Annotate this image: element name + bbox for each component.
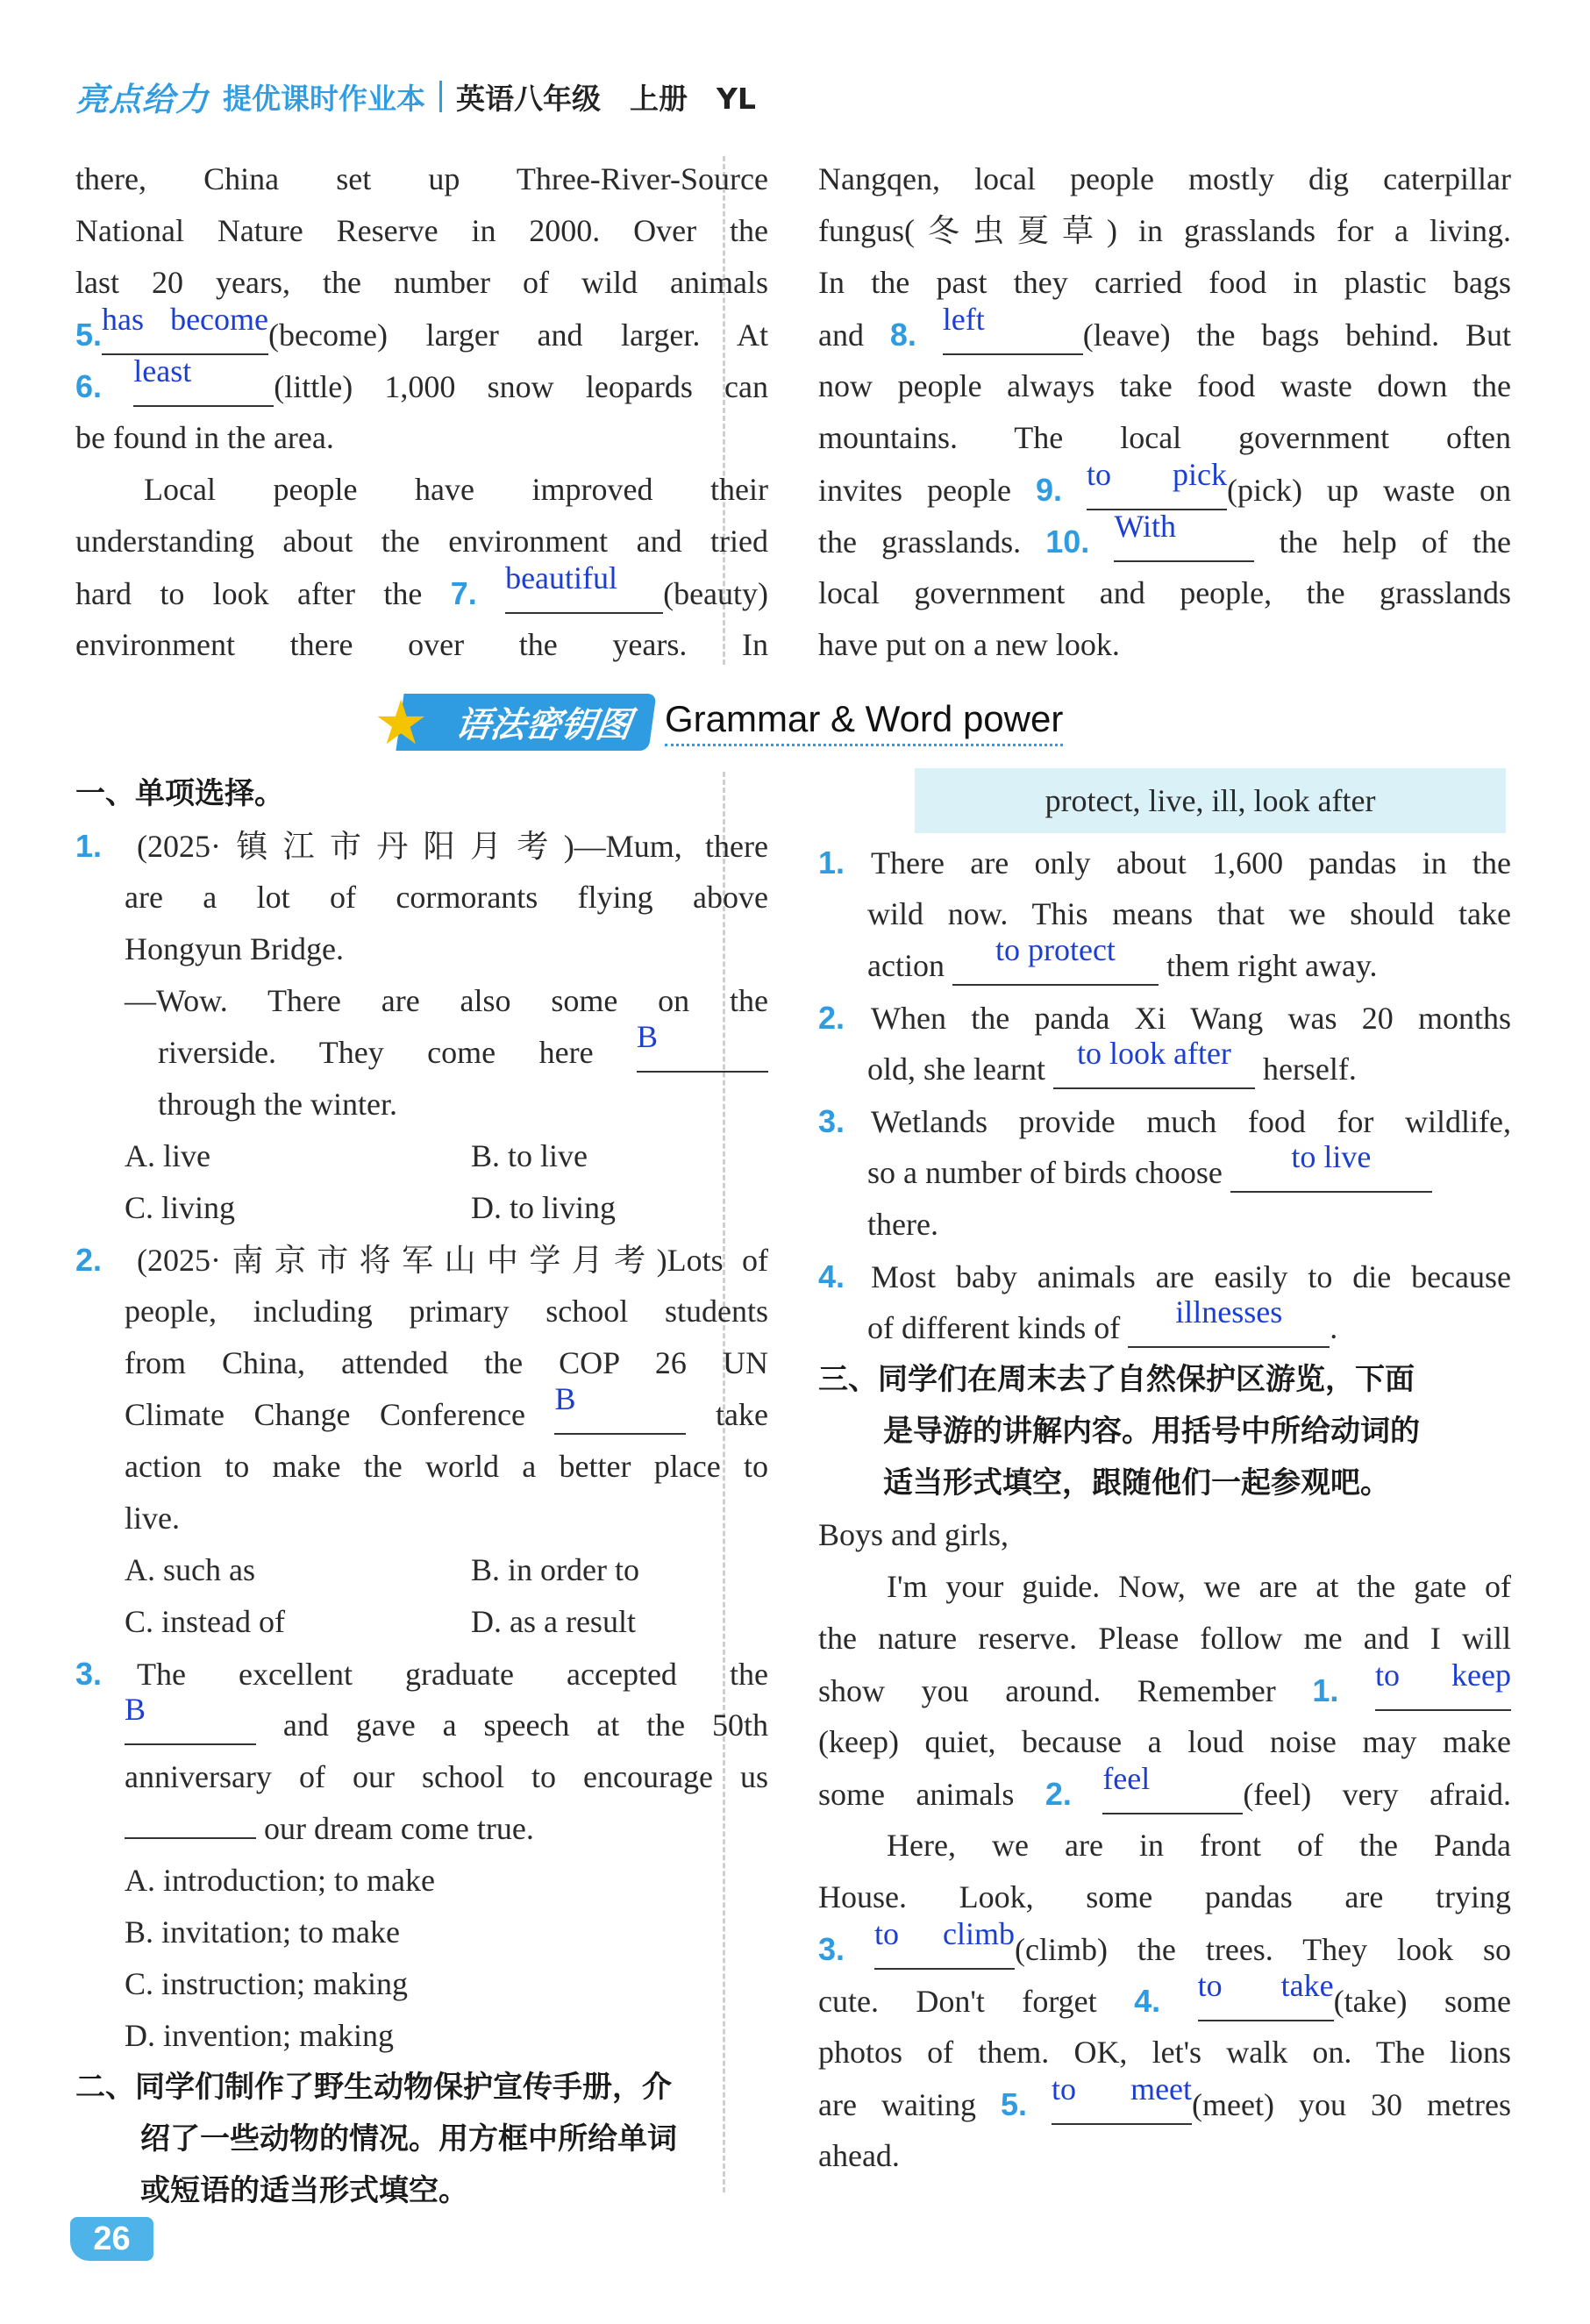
option-a[interactable]: A. live bbox=[125, 1138, 210, 1173]
blank-number: 3. bbox=[818, 1931, 845, 1967]
question-text: them right away. bbox=[1166, 948, 1378, 983]
question-text: Wetlands provide much food for wildlife, bbox=[871, 1104, 1511, 1139]
question-text: so a number of birds choose bbox=[867, 1155, 1223, 1190]
p3-blank-3 bbox=[818, 1916, 1512, 1975]
question-text: through the winter. bbox=[158, 1087, 397, 1122]
passage-text: (pick) up waste on bbox=[1227, 473, 1511, 508]
passage-line: Boys and girls, bbox=[818, 1517, 1009, 1552]
passage-line: Nangqen, local people mostly dig caterpillar bbox=[818, 161, 1511, 196]
question-text: When the panda Xi Wang was 20 months bbox=[871, 1001, 1511, 1036]
blank-number: 9. bbox=[1035, 472, 1063, 508]
section-cn-title: 语法密钥图 bbox=[453, 704, 634, 745]
answer-text: to climb bbox=[874, 1916, 1015, 1951]
passage-text: (take) some bbox=[1333, 1984, 1511, 2019]
question-text: anniversary of our school to encourage us bbox=[125, 1759, 768, 1794]
answer-blank[interactable] bbox=[1087, 457, 1228, 510]
passage-line-8 bbox=[818, 302, 1512, 360]
answer-blank[interactable] bbox=[1053, 1036, 1255, 1089]
answer-blank[interactable] bbox=[1102, 1761, 1243, 1814]
brand-logo: 亮点给力 bbox=[75, 81, 209, 118]
p2-q3-blank-line bbox=[818, 1139, 1511, 1199]
answer-text: to keep bbox=[1375, 1657, 1511, 1693]
passage-line: photos of them. OK, let's walk on. The lions bbox=[818, 2035, 1511, 2070]
option-c[interactable]: C. instead of bbox=[125, 1604, 285, 1639]
book-title: 英语八年级 上册 YL bbox=[456, 81, 756, 116]
answer-text: beautiful bbox=[505, 560, 618, 595]
passage-line: House. Look, some pandas are trying bbox=[818, 1879, 1511, 1914]
passage-line: Local people have improved their bbox=[144, 472, 768, 507]
section-ribbon bbox=[373, 686, 656, 759]
question-text: wild now. This means that we should take bbox=[867, 896, 1511, 931]
answer-blank[interactable] bbox=[554, 1381, 686, 1435]
question-number: 1. bbox=[75, 828, 103, 864]
question-text: there. bbox=[867, 1207, 938, 1242]
passage-line: In the past they carried food in plastic bags bbox=[818, 265, 1511, 300]
answer-blank[interactable] bbox=[1052, 2071, 1193, 2125]
p3-blank-5 bbox=[818, 2071, 1512, 2130]
options-row bbox=[75, 1596, 768, 1648]
passage-right-column bbox=[818, 153, 1511, 671]
part2-title: 或短语的适当形式填空。 bbox=[140, 2173, 468, 2208]
answer-text: left bbox=[942, 302, 985, 337]
answer-text: B bbox=[637, 1019, 659, 1054]
answer-text: to live bbox=[1291, 1139, 1372, 1174]
passage-text: (leave) the bags behind. But bbox=[1082, 317, 1512, 353]
answer-blank[interactable] bbox=[125, 1837, 256, 1839]
q2-blank-line bbox=[75, 1381, 768, 1441]
option-b[interactable]: B. in order to bbox=[471, 1552, 639, 1587]
answer-blank[interactable] bbox=[1230, 1139, 1432, 1193]
passage-text: (little) 1,000 snow leopards can bbox=[274, 369, 768, 404]
header-divider bbox=[439, 81, 442, 112]
answer-text: With bbox=[1114, 509, 1177, 544]
passage-line: now people always take food waste down the bbox=[818, 368, 1511, 403]
passage-left-column bbox=[75, 153, 768, 671]
exercise-right-column bbox=[818, 768, 1511, 2217]
answer-text: feel bbox=[1102, 1761, 1151, 1796]
question-number: 2. bbox=[75, 1242, 103, 1278]
question-text: live. bbox=[125, 1501, 180, 1536]
passage-line: ahead. bbox=[818, 2138, 900, 2173]
passage-line: have put on a new look. bbox=[818, 627, 1120, 662]
answer-blank[interactable] bbox=[952, 932, 1159, 986]
answer-blank[interactable] bbox=[942, 302, 1083, 355]
part3-title: 是导游的讲解内容。用括号中所给动词的 bbox=[883, 1414, 1420, 1449]
option-a[interactable]: A. introduction; to make bbox=[125, 1863, 435, 1898]
q3-line bbox=[75, 1648, 768, 1700]
question-text: riverside. They come here bbox=[158, 1035, 594, 1070]
passage-text: cute. Don't forget bbox=[818, 1984, 1097, 2019]
part3-title: 三、同学们在周末去了自然保护区游览，下面 bbox=[818, 1362, 1415, 1397]
answer-blank[interactable] bbox=[1375, 1657, 1511, 1711]
question-number: 3. bbox=[75, 1656, 103, 1692]
passage-text: (climb) the trees. They look so bbox=[1015, 1932, 1512, 1967]
option-c[interactable]: C. living bbox=[125, 1190, 236, 1225]
answer-text: B bbox=[554, 1381, 576, 1416]
blank-number: 5. bbox=[1000, 2086, 1028, 2122]
question-text: . bbox=[1330, 1310, 1338, 1345]
blank-number: 5. bbox=[75, 317, 103, 353]
star-icon: ★ bbox=[373, 686, 429, 759]
passage-line: be found in the area. bbox=[75, 420, 334, 455]
passage-line: local government and people, the grasslands bbox=[818, 575, 1511, 610]
q1-blank-line bbox=[75, 1019, 768, 1079]
q3-line4 bbox=[75, 1803, 768, 1855]
answer-blank[interactable] bbox=[1128, 1294, 1330, 1348]
blank-number: 4. bbox=[1134, 1983, 1161, 2019]
passage-text: and bbox=[818, 317, 864, 353]
q1-line bbox=[75, 820, 768, 872]
question-text: Climate Change Conference bbox=[125, 1397, 525, 1432]
passage-line: mountains. The local government often bbox=[818, 420, 1511, 455]
answer-text: to protect bbox=[995, 932, 1116, 967]
section-en-title: Grammar & Word power bbox=[665, 698, 1063, 746]
blank-number: 1. bbox=[1312, 1672, 1339, 1708]
answer-blank[interactable] bbox=[637, 1019, 768, 1073]
answer-text: to pick bbox=[1087, 457, 1228, 492]
passage-text: (become) larger and larger. At bbox=[268, 317, 768, 353]
passage-line: National Nature Reserve in 2000. Over the bbox=[75, 213, 768, 248]
answer-text: to meet bbox=[1052, 2071, 1193, 2107]
q3-blank-line bbox=[75, 1692, 769, 1751]
blank-number: 6. bbox=[75, 368, 103, 404]
answer-text: to take bbox=[1197, 1968, 1334, 2003]
answer-blank[interactable] bbox=[133, 353, 274, 407]
answer-blank[interactable] bbox=[1197, 1968, 1334, 2021]
passage-text: hard to look after the bbox=[75, 576, 423, 611]
passage-line: Here, we are in front of the Panda bbox=[887, 1828, 1511, 1863]
p3-blank-2 bbox=[818, 1761, 1512, 1820]
question-text: The excellent graduate accepted the bbox=[137, 1657, 768, 1692]
question-text: people, including primary school students bbox=[125, 1294, 768, 1329]
answer-blank[interactable] bbox=[505, 560, 663, 614]
option-d[interactable]: D. as a result bbox=[471, 1604, 636, 1639]
question-text: our dream come true. bbox=[264, 1811, 534, 1846]
question-text: action bbox=[867, 948, 945, 983]
p2-q2-blank-line bbox=[818, 1036, 1511, 1095]
passage-line-7 bbox=[75, 560, 769, 619]
passage-text: (feel) very afraid. bbox=[1243, 1777, 1512, 1812]
option-d[interactable]: D. to living bbox=[471, 1190, 617, 1225]
blank-number: 2. bbox=[1045, 1776, 1072, 1812]
answer-text: illnesses bbox=[1175, 1294, 1283, 1330]
option-a[interactable]: A. such as bbox=[125, 1552, 255, 1587]
passage-text: (meet) you 30 metres bbox=[1192, 2087, 1512, 2122]
option-c[interactable]: C. instruction; making bbox=[125, 1966, 408, 2001]
question-text: herself. bbox=[1262, 1052, 1357, 1087]
question-text: are a lot of cormorants flying above bbox=[125, 880, 768, 915]
page-header bbox=[75, 70, 756, 123]
page-number: 26 bbox=[70, 2217, 153, 2261]
question-text: There are only about 1,600 pandas in the bbox=[871, 845, 1511, 880]
answer-blank[interactable] bbox=[102, 302, 269, 355]
q2-line bbox=[75, 1234, 768, 1286]
passage-text: show you around. Remember bbox=[818, 1673, 1276, 1708]
question-text: from China, attended the COP 26 UN bbox=[125, 1345, 768, 1380]
p2-q1-line bbox=[818, 837, 1511, 888]
answer-blank[interactable] bbox=[874, 1916, 1015, 1970]
p2-q1-blank-line bbox=[818, 932, 1511, 992]
part2-title: 二、同学们制作了野生动物保护宣传手册，介 bbox=[75, 2070, 672, 2105]
p2-q4-blank-line bbox=[818, 1294, 1511, 1354]
passage-text: are waiting bbox=[818, 2087, 976, 2122]
answer-text: least bbox=[133, 353, 192, 389]
options-row bbox=[75, 1130, 768, 1182]
question-number: 3. bbox=[818, 1103, 845, 1139]
series-title: 提优课时作业本 bbox=[223, 81, 425, 116]
question-text: —Wow. There are also some on the bbox=[125, 983, 768, 1018]
options-row bbox=[75, 1182, 768, 1234]
question-text: (2025·南京市将军山中学月考)Lots of bbox=[137, 1243, 768, 1278]
passage-line: understanding about the environment and tried bbox=[75, 524, 768, 559]
option-d[interactable]: D. invention; making bbox=[125, 2018, 394, 2053]
passage-line-10 bbox=[818, 509, 1512, 567]
question-text: Hongyun Bridge. bbox=[125, 931, 344, 966]
p3-blank-4 bbox=[818, 1968, 1511, 2027]
passage-line: I'm your guide. Now, we are at the gate of bbox=[887, 1569, 1511, 1604]
question-text: (2025·镇江市丹阳月考)—Mum, there bbox=[137, 829, 768, 864]
word-box: protect, live, ill, look after bbox=[915, 768, 1506, 833]
option-b[interactable]: B. to live bbox=[471, 1138, 588, 1173]
exercise-left-column bbox=[75, 768, 768, 2217]
answer-text: to look after bbox=[1076, 1036, 1231, 1071]
passage-line-6 bbox=[75, 353, 768, 412]
passage-text: (beauty) bbox=[663, 576, 769, 611]
passage-line: the nature reserve. Please follow me and I will bbox=[818, 1621, 1511, 1656]
part2-title: 绍了一些动物的情况。用方框中所给单词 bbox=[140, 2121, 677, 2156]
blank-number: 10. bbox=[1045, 524, 1090, 560]
question-text: of different kinds of bbox=[867, 1310, 1121, 1345]
question-number: 4. bbox=[818, 1258, 845, 1294]
answer-text: has become bbox=[102, 302, 269, 337]
option-b[interactable]: B. invitation; to make bbox=[125, 1914, 400, 1950]
p2-q4-line bbox=[818, 1251, 1511, 1302]
passage-line: (keep) quiet, because a loud noise may make bbox=[818, 1724, 1511, 1759]
question-text: take bbox=[716, 1397, 768, 1432]
passage-line: there, China set up Three-River-Source bbox=[75, 161, 768, 196]
part3-title: 适当形式填空，跟随他们一起参观吧。 bbox=[883, 1465, 1390, 1501]
p2-q3-line bbox=[818, 1095, 1511, 1147]
question-number: 2. bbox=[818, 1000, 845, 1036]
question-text: action to make the world a better place to bbox=[125, 1449, 768, 1484]
question-text: and gave a speech at the 50th bbox=[282, 1707, 769, 1743]
options-row bbox=[75, 1544, 768, 1596]
question-text: Most baby animals are easily to die because bbox=[871, 1259, 1511, 1294]
answer-blank[interactable] bbox=[1114, 509, 1254, 562]
passage-line: last 20 years, the number of wild animals bbox=[75, 265, 768, 300]
blank-number: 7. bbox=[450, 575, 477, 611]
passage-text: invites people bbox=[818, 473, 1011, 508]
passage-line: environment there over the years. In bbox=[75, 627, 768, 662]
blank-number: 8. bbox=[889, 317, 916, 353]
passage-text: the help of the bbox=[1279, 524, 1512, 560]
p3-blank-1 bbox=[818, 1657, 1511, 1716]
question-text: old, she learnt bbox=[867, 1052, 1045, 1087]
section-banner bbox=[373, 686, 1064, 759]
question-number: 1. bbox=[818, 845, 845, 880]
passage-text: the grasslands. bbox=[818, 524, 1022, 560]
part1-title: 一、单项选择。 bbox=[75, 776, 284, 811]
passage-text: some animals bbox=[818, 1777, 1015, 1812]
answer-blank[interactable] bbox=[125, 1692, 256, 1745]
answer-text: B bbox=[125, 1692, 146, 1727]
passage-columns bbox=[75, 153, 1511, 671]
passage-line: fungus(冬虫夏草) in grasslands for a living. bbox=[818, 213, 1511, 248]
exercise-columns bbox=[75, 768, 1511, 2217]
